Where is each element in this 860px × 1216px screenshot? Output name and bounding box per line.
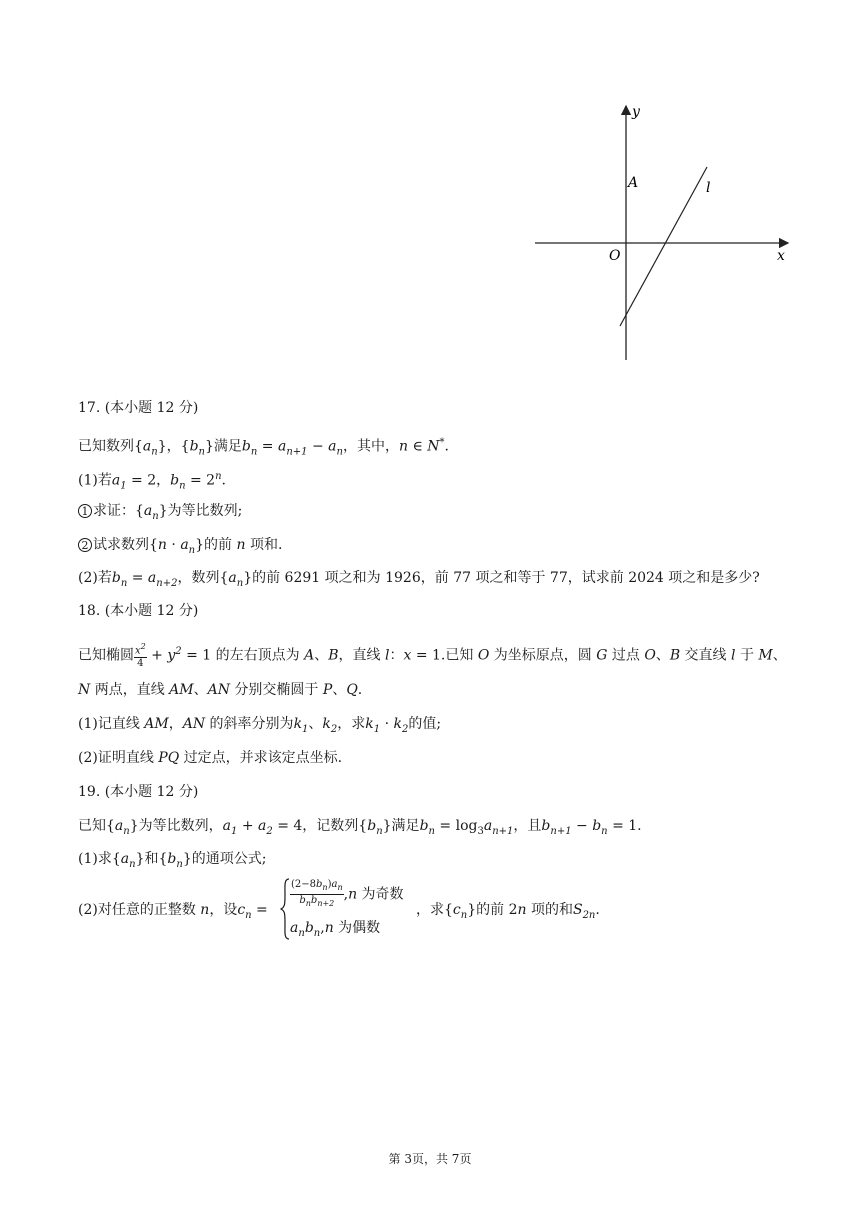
sum-1926: 1926 bbox=[385, 570, 421, 586]
q19-stem: 已知$\{a_n\}$为等比数列，$a_1 + a_2 = 4$，记数列$\{b_n\}$满足$b_n = \log_3a_{n+1}$，且$b_{n+1} - b_n = 1$. bbox=[78, 818, 642, 837]
sum-77: 77 bbox=[549, 570, 568, 586]
coordinate-figure bbox=[530, 100, 795, 365]
origin-label: O bbox=[609, 248, 621, 264]
n-2024: 2024 bbox=[628, 570, 664, 586]
q17-part1-ii: 2 试求数列$\{n \cdot a_n\}$的前 n 项和. bbox=[78, 535, 282, 561]
q18-part1: (1)记直线 AM，AN 的斜率分别为$k_1$、$k_2$，求$k_1 \cdot k_2$的值; bbox=[78, 716, 442, 735]
point-a-label: A bbox=[628, 175, 639, 191]
page-footer: 第 3页，共 7页 bbox=[388, 1152, 472, 1166]
q19-part2-lead: (2)对任意的正整数 n，设$c_n$ = bbox=[78, 902, 268, 921]
fraction-x2-over-4: $\frac{x^2}{4}$ bbox=[135, 642, 146, 670]
q17-stem: 已知数列$\{a_n\}$，$\{b_n\}$满足$b_n = a_{n+1} - a_n$，其中，n ∈ N*. bbox=[78, 437, 449, 458]
q19-header: 19. (本小题 12 分) bbox=[78, 784, 199, 800]
q18-part2: (2)证明直线 PQ 过定点，并求该定点坐标. bbox=[78, 750, 343, 766]
n-77: 77 bbox=[453, 570, 472, 586]
q17-part2: (2)若$b_n = a_{n+2}$，数列$\{a_n\}$的前 6291 项之和为 1926，前 77 项之和等于 77，试求前 2024 项之和是多少? bbox=[78, 570, 760, 589]
q18-stem-line2: N 两点，直线 AM、AN 分别交椭圆于 P、Q. bbox=[78, 682, 363, 698]
q19-part1: (1)求$\{a_n\}$和$\{b_n\}$的通项公式; bbox=[78, 851, 267, 870]
q17-part1: (1)若$a_1 = 2$，$b_n = 2^n$. bbox=[78, 471, 226, 492]
y-axis-label: y bbox=[632, 104, 640, 120]
q19-part2-tail: ，求$\{c_n\}$的前 2n 项的和$S_{2n}$. bbox=[416, 902, 600, 921]
n-6291: 6291 bbox=[284, 570, 321, 586]
circled-1: 1 bbox=[78, 504, 92, 518]
piecewise-odd-case: $\frac{(2-8b_n)a_n}{b_nb_{n+2}}$ ,n 为奇数 bbox=[291, 879, 404, 908]
line-l-label: l bbox=[706, 180, 711, 196]
q18-header: 18. (本小题 12 分) bbox=[78, 603, 199, 619]
q18-stem-line1: 已知椭圆 $\frac{x^2}{4}$ + $y^2 = 1$ 的左右顶点为 A、B，直线 l：x = 1.已知 O 为坐标原点，圆 G 过点 O、B 交直线 l 于 M、 bbox=[78, 642, 787, 670]
piecewise-even-case: $a_nb_n,n$ 为偶数 bbox=[290, 920, 381, 939]
piecewise-brace bbox=[280, 878, 290, 940]
circled-2: 2 bbox=[78, 538, 92, 552]
x-axis-label: x bbox=[777, 248, 785, 264]
q17-part1-i: 1 求证：$\{a_n\}$为等比数列; bbox=[78, 501, 242, 527]
q17-header: 17. (本小题 12 分) bbox=[78, 400, 199, 416]
